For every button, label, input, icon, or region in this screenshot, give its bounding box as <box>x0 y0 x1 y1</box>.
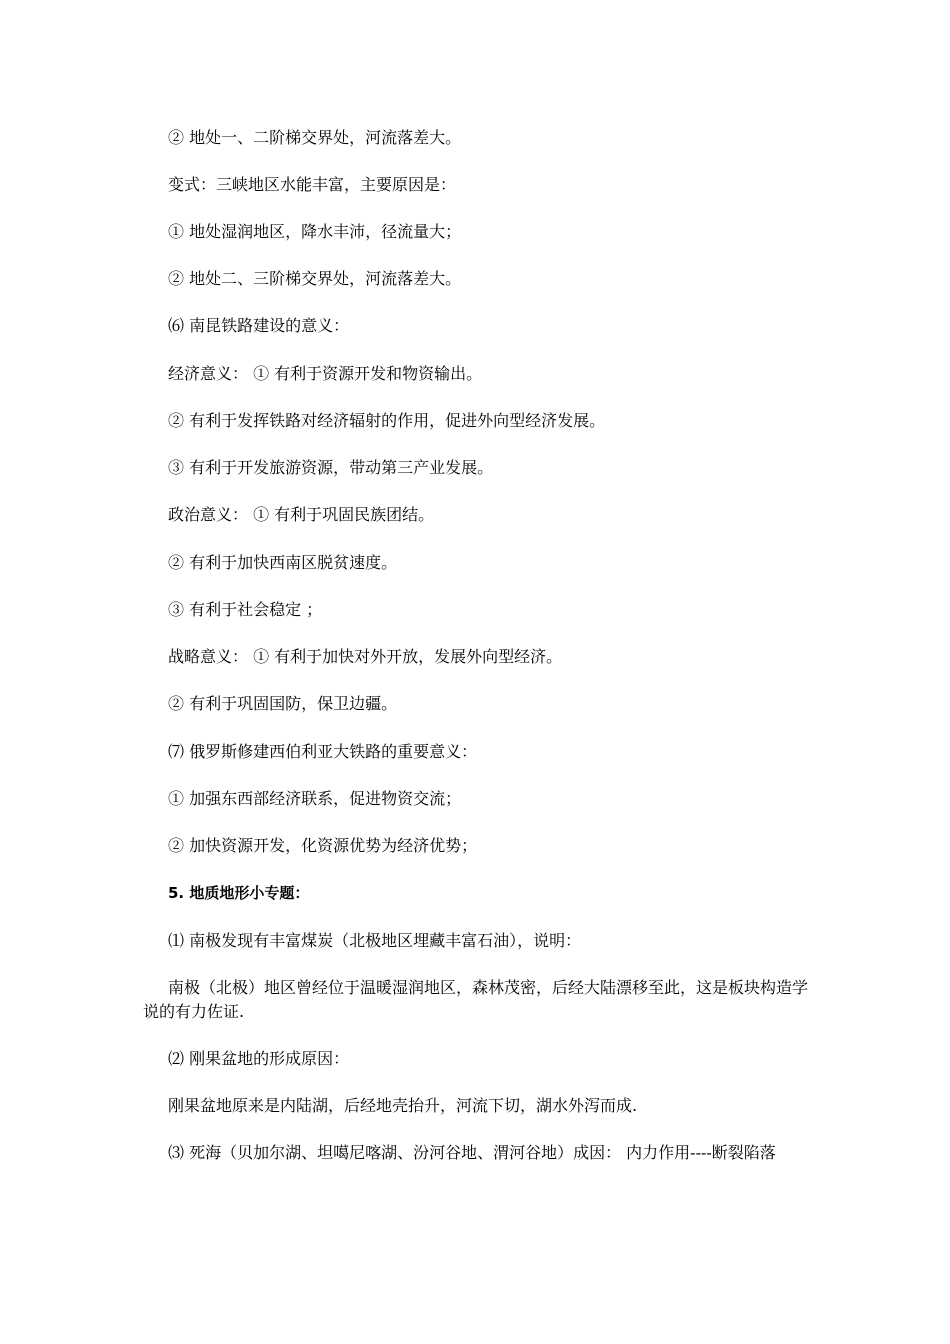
section-title: 5. 地质地形小专题： <box>168 884 310 902</box>
text-line: ② 有利于巩固国防，保卫边疆。 <box>168 694 398 713</box>
paragraph: ⑶ 死海（贝加尔湖、坦噶尼喀湖、汾河谷地、渭河谷地）成因： 内力作用----断裂陷落 <box>168 1143 776 1162</box>
section-heading: ⑴ 南极发现有丰富煤炭（北极地区埋藏丰富石油），说明： <box>168 931 582 950</box>
text-line: 经济意义： ① 有利于资源开发和物资输出。 <box>168 364 483 383</box>
text-line: ③ 有利于社会稳定 ； <box>168 600 323 619</box>
section-heading: ⑹ 南昆铁路建设的意义： <box>168 316 350 335</box>
text-line: ② 有利于加快西南区脱贫速度。 <box>168 553 398 572</box>
paragraph: 南极（北极）地区曾经位于温暖湿润地区，森林茂密，后经大陆漂移至此，这是板块构造学说的有力佐证. <box>143 978 809 1021</box>
text-line: ② 加快资源开发，化资源优势为经济优势； <box>168 836 478 855</box>
section-heading: ⑺ 俄罗斯修建西伯利亚大铁路的重要意义： <box>168 742 478 761</box>
text-line: 变式：三峡地区水能丰富，主要原因是： <box>168 175 457 194</box>
text-line: ② 地处一、二阶梯交界处，河流落差大。 <box>168 128 462 147</box>
text-line: 刚果盆地原来是内陆湖，后经地壳抬升，河流下切，湖水外泻而成. <box>168 1096 638 1115</box>
text-line: 政治意义： ① 有利于巩固民族团结。 <box>168 505 435 524</box>
section-heading: ⑵ 刚果盆地的形成原因： <box>168 1049 350 1068</box>
text-line: ③ 有利于开发旅游资源，带动第三产业发展。 <box>168 458 494 477</box>
text-line: ② 有利于发挥铁路对经济辐射的作用，促进外向型经济发展。 <box>168 411 606 430</box>
text-line: ① 地处湿润地区，降水丰沛，径流量大； <box>168 222 462 241</box>
text-line: ② 地处二、三阶梯交界处，河流落差大。 <box>168 269 462 288</box>
text-line: ① 加强东西部经济联系，促进物资交流； <box>168 789 462 808</box>
text-line: 战略意义： ① 有利于加快对外开放，发展外向型经济。 <box>168 647 563 666</box>
